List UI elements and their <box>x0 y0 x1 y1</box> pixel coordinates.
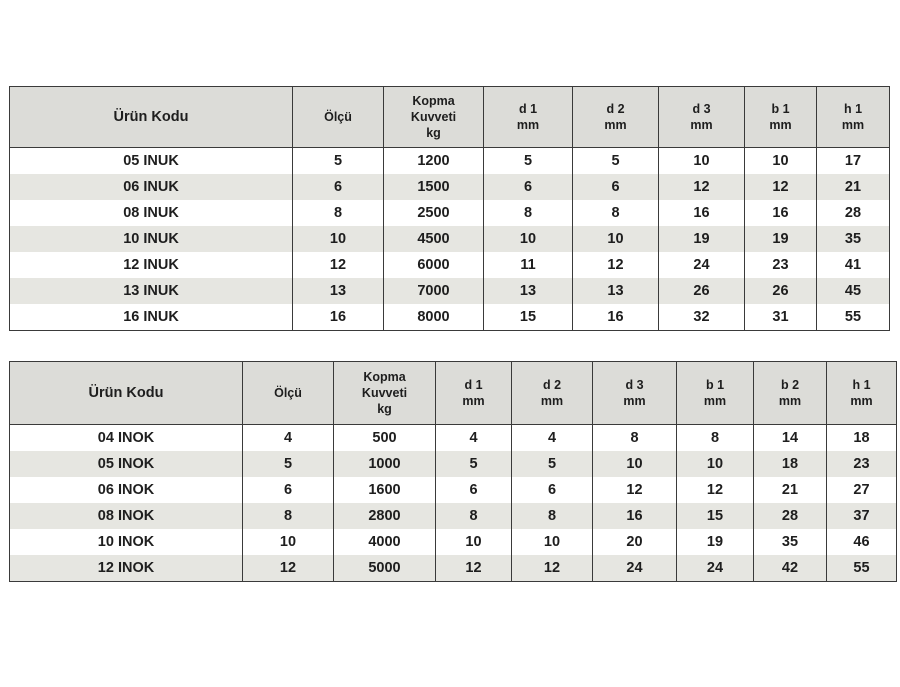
table-cell: 12 <box>293 252 384 278</box>
table-row <box>10 148 890 175</box>
table-cell: 55 <box>817 304 890 331</box>
table-cell: 35 <box>754 529 827 555</box>
column-header: d 3 mm <box>659 87 745 148</box>
table-cell: 42 <box>754 555 827 582</box>
product-code-cell: 10 INOK <box>10 529 243 555</box>
table-cell: 1000 <box>334 451 436 477</box>
table-row <box>10 529 897 555</box>
table-cell: 15 <box>677 503 754 529</box>
table-row <box>10 226 890 252</box>
table-cell: 11 <box>484 252 573 278</box>
table-cell: 10 <box>573 226 659 252</box>
table-cell: 8 <box>512 503 593 529</box>
table-cell: 20 <box>593 529 677 555</box>
column-header: Kopma Kuvveti kg <box>384 87 484 148</box>
table-cell: 21 <box>754 477 827 503</box>
table-cell: 12 <box>243 555 334 582</box>
table-cell: 4 <box>436 425 512 452</box>
table-cell: 5 <box>243 451 334 477</box>
table-cell: 5 <box>573 148 659 175</box>
table-cell: 16 <box>573 304 659 331</box>
table-cell: 37 <box>827 503 897 529</box>
table-cell: 12 <box>677 477 754 503</box>
product-code-cell: 05 INOK <box>10 451 243 477</box>
table-cell: 46 <box>827 529 897 555</box>
table-cell: 6 <box>436 477 512 503</box>
table-row <box>10 174 890 200</box>
table-cell: 12 <box>436 555 512 582</box>
table-row <box>10 425 897 452</box>
product-code-cell: 08 INOK <box>10 503 243 529</box>
table-cell: 6 <box>484 174 573 200</box>
table-cell: 5 <box>436 451 512 477</box>
table-cell: 12 <box>512 555 593 582</box>
product-code-cell: 06 INOK <box>10 477 243 503</box>
table-cell: 26 <box>659 278 745 304</box>
table-cell: 13 <box>573 278 659 304</box>
table-cell: 28 <box>817 200 890 226</box>
table-cell: 10 <box>512 529 593 555</box>
table-cell: 5 <box>293 148 384 175</box>
table-cell: 12 <box>745 174 817 200</box>
table-cell: 6 <box>293 174 384 200</box>
table-cell: 8000 <box>384 304 484 331</box>
table-cell: 4 <box>512 425 593 452</box>
table-header-row <box>10 362 897 425</box>
table-cell: 12 <box>659 174 745 200</box>
table-row <box>10 200 890 226</box>
product-code-cell: 04 INOK <box>10 425 243 452</box>
product-code-cell: 12 INUK <box>10 252 293 278</box>
table-cell: 8 <box>436 503 512 529</box>
inuk-spec-table <box>9 86 890 331</box>
table-cell: 28 <box>754 503 827 529</box>
table-cell: 1500 <box>384 174 484 200</box>
table-cell: 1200 <box>384 148 484 175</box>
column-header: b 1 mm <box>745 87 817 148</box>
table-cell: 4500 <box>384 226 484 252</box>
table-cell: 19 <box>659 226 745 252</box>
table-cell: 18 <box>827 425 897 452</box>
product-code-cell: 06 INUK <box>10 174 293 200</box>
table-cell: 2800 <box>334 503 436 529</box>
table-cell: 6 <box>512 477 593 503</box>
product-code-cell: 12 INOK <box>10 555 243 582</box>
table-cell: 6000 <box>384 252 484 278</box>
table-cell: 8 <box>243 503 334 529</box>
table-cell: 6 <box>573 174 659 200</box>
column-header: Kopma Kuvveti kg <box>334 362 436 425</box>
table-cell: 7000 <box>384 278 484 304</box>
table-cell: 10 <box>243 529 334 555</box>
table-cell: 10 <box>593 451 677 477</box>
column-header: d 2 mm <box>512 362 593 425</box>
table-cell: 5 <box>512 451 593 477</box>
table-cell: 10 <box>659 148 745 175</box>
product-code-cell: 16 INUK <box>10 304 293 331</box>
table-cell: 45 <box>817 278 890 304</box>
table-cell: 24 <box>593 555 677 582</box>
product-code-cell: 05 INUK <box>10 148 293 175</box>
product-code-cell: 08 INUK <box>10 200 293 226</box>
table-cell: 13 <box>293 278 384 304</box>
table-cell: 10 <box>484 226 573 252</box>
table-cell: 4 <box>243 425 334 452</box>
table-cell: 16 <box>593 503 677 529</box>
table-cell: 500 <box>334 425 436 452</box>
table-cell: 24 <box>659 252 745 278</box>
table-cell: 24 <box>677 555 754 582</box>
product-code-cell: 10 INUK <box>10 226 293 252</box>
inok-spec-table <box>9 361 897 582</box>
column-header: d 1 mm <box>436 362 512 425</box>
table-cell: 8 <box>293 200 384 226</box>
column-header: h 1 mm <box>817 87 890 148</box>
table-cell: 13 <box>484 278 573 304</box>
table-row <box>10 451 897 477</box>
table-cell: 31 <box>745 304 817 331</box>
table-cell: 19 <box>745 226 817 252</box>
table-cell: 35 <box>817 226 890 252</box>
table-row <box>10 555 897 582</box>
table-row <box>10 304 890 331</box>
table-cell: 21 <box>817 174 890 200</box>
table-cell: 16 <box>745 200 817 226</box>
table-cell: 23 <box>827 451 897 477</box>
table-cell: 1600 <box>334 477 436 503</box>
table-cell: 8 <box>593 425 677 452</box>
column-header: d 3 mm <box>593 362 677 425</box>
column-header: b 2 mm <box>754 362 827 425</box>
table-cell: 14 <box>754 425 827 452</box>
column-header: Ölçü <box>243 362 334 425</box>
table-cell: 26 <box>745 278 817 304</box>
column-header: Ölçü <box>293 87 384 148</box>
column-header: d 2 mm <box>573 87 659 148</box>
table-cell: 15 <box>484 304 573 331</box>
table-cell: 55 <box>827 555 897 582</box>
table-row <box>10 477 897 503</box>
table-cell: 8 <box>484 200 573 226</box>
table-row <box>10 278 890 304</box>
table-cell: 8 <box>573 200 659 226</box>
table-cell: 10 <box>745 148 817 175</box>
table-row <box>10 252 890 278</box>
table-cell: 6 <box>243 477 334 503</box>
table-cell: 16 <box>293 304 384 331</box>
column-header: d 1 mm <box>484 87 573 148</box>
table-cell: 5000 <box>334 555 436 582</box>
table-cell: 10 <box>293 226 384 252</box>
table-cell: 12 <box>593 477 677 503</box>
column-header-product-code: Ürün Kodu <box>10 362 243 425</box>
table-cell: 4000 <box>334 529 436 555</box>
table-cell: 12 <box>573 252 659 278</box>
table-cell: 10 <box>677 451 754 477</box>
table-cell: 27 <box>827 477 897 503</box>
table-cell: 10 <box>436 529 512 555</box>
table-header-row <box>10 87 890 148</box>
table-cell: 2500 <box>384 200 484 226</box>
table-cell: 18 <box>754 451 827 477</box>
table-cell: 32 <box>659 304 745 331</box>
table-cell: 23 <box>745 252 817 278</box>
table-cell: 17 <box>817 148 890 175</box>
column-header: h 1 mm <box>827 362 897 425</box>
column-header-product-code: Ürün Kodu <box>10 87 293 148</box>
table-row <box>10 503 897 529</box>
column-header: b 1 mm <box>677 362 754 425</box>
table-cell: 16 <box>659 200 745 226</box>
table-cell: 8 <box>677 425 754 452</box>
product-code-cell: 13 INUK <box>10 278 293 304</box>
table-cell: 19 <box>677 529 754 555</box>
table-cell: 41 <box>817 252 890 278</box>
table-cell: 5 <box>484 148 573 175</box>
